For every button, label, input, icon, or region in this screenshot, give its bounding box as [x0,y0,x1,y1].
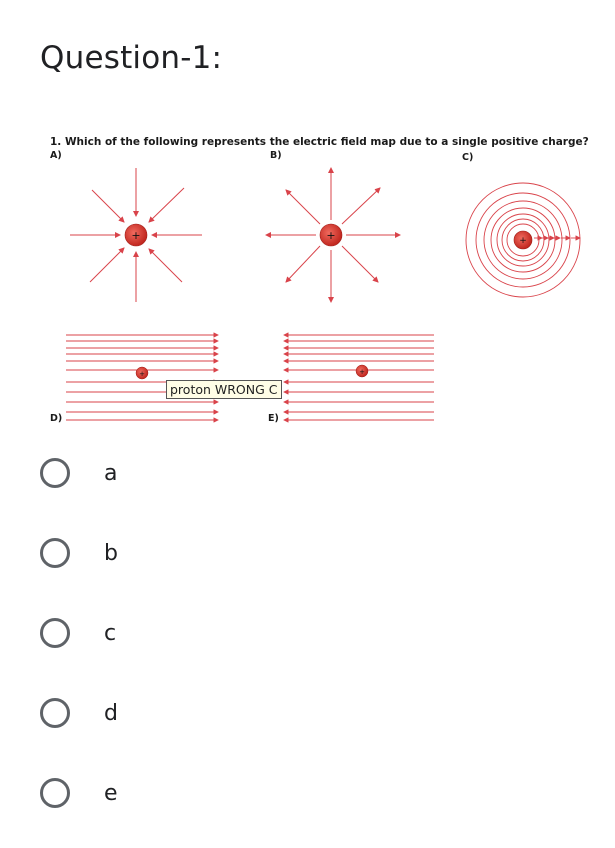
label-b: B) [270,150,282,161]
charge-d [136,367,148,379]
option-c[interactable] [40,618,340,658]
option-d[interactable] [40,698,340,738]
diagram-e-uniform-left [284,335,434,420]
charge-a-plus: + [131,229,141,242]
question-figure [36,130,596,430]
radio-circle-icon[interactable] [40,778,70,808]
option-a-label: a [104,461,118,486]
question-text: 1. Which of the following represents the electric field map due to a single positive charge? [50,136,589,148]
label-c: C) [462,152,474,163]
radio-circle-icon[interactable] [40,618,70,648]
option-d-label: d [104,701,118,726]
label-a: A) [50,150,62,161]
charge-b [320,224,342,246]
charge-e-plus: + [359,368,365,376]
charge-d-plus: + [139,370,145,378]
option-e-label: e [104,781,118,806]
charge-b-plus: + [326,229,336,242]
radio-circle-icon[interactable] [40,538,70,568]
option-a[interactable] [40,458,340,498]
option-b-label: b [104,541,118,566]
charge-c-plus: + [519,236,527,246]
charge-e [356,365,368,377]
question-title: Question-1: [40,40,223,76]
radio-circle-icon[interactable] [40,698,70,728]
label-e: E) [268,413,279,424]
charge-c [514,231,532,249]
option-e[interactable] [40,778,340,818]
label-d: D) [50,413,63,424]
option-b[interactable] [40,538,340,578]
option-c-label: c [104,621,117,646]
radio-circle-icon[interactable] [40,458,70,488]
charge-a [125,224,147,246]
image-tooltip: proton WRONG C [166,380,282,399]
electric-field-diagram [36,130,596,430]
